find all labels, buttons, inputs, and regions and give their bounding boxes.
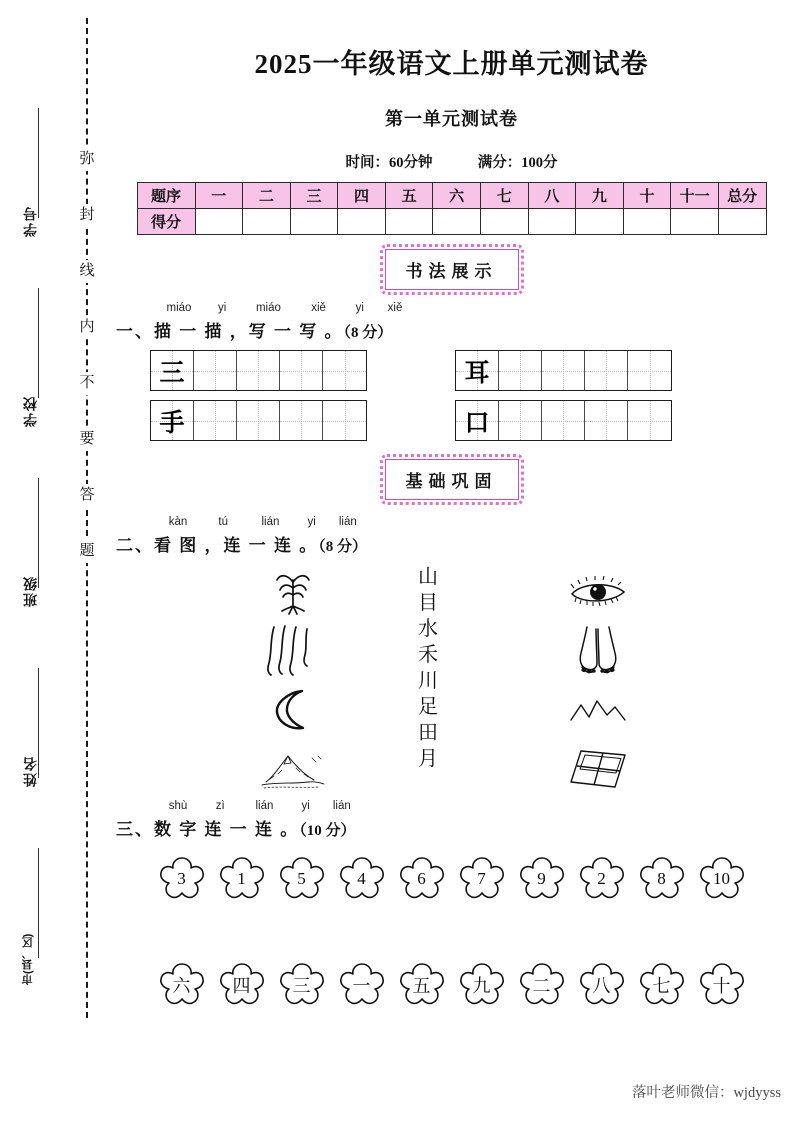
match-char-2[interactable]: 水 (418, 618, 438, 640)
matching-area[interactable] (110, 562, 793, 798)
picture-eye[interactable] (550, 562, 646, 621)
pinyin-3-4: lián (332, 800, 351, 812)
field-line-school (38, 288, 39, 398)
unit-title: 第一单元测试卷 (385, 109, 518, 129)
score-cell-5[interactable] (433, 209, 481, 235)
question-2-pinyin (158, 516, 793, 531)
score-cell-9[interactable] (623, 209, 671, 235)
seal-char-7: 题 (76, 540, 98, 563)
flower-number-bubble[interactable] (457, 854, 507, 904)
grid-spacer (367, 350, 455, 391)
number-label: 6 (417, 869, 426, 888)
question-2-text: 二、看 图 ，连 一 连 。 (116, 536, 319, 555)
table-row-header (137, 183, 766, 209)
number-label: 七 (652, 976, 671, 996)
col-header-0: 一 (195, 183, 243, 209)
number-label: 8 (657, 869, 666, 888)
grid-cell[interactable] (499, 351, 542, 390)
question-1-points: （8 分） (343, 325, 393, 341)
grid-cell-model (456, 401, 499, 440)
seal-char-2: 线 (76, 260, 98, 283)
match-char-7[interactable]: 月 (418, 748, 438, 770)
score-cell-8[interactable] (576, 209, 624, 235)
pinyin-1-2: miáo (255, 302, 281, 314)
matching-character-column (408, 564, 448, 772)
grid-cell[interactable] (628, 351, 671, 390)
seal-char-4: 不 (76, 372, 98, 395)
grid-cell[interactable] (323, 351, 366, 390)
number-label: 六 (172, 976, 191, 996)
flower-number-bubble[interactable] (337, 854, 387, 904)
score-cell-2[interactable] (290, 209, 338, 235)
grid-cell[interactable] (280, 401, 323, 440)
grid-cell-model (151, 401, 194, 440)
field-label-school: 学校 (22, 395, 38, 427)
pinyin-1-1: yi (218, 302, 227, 314)
writing-grid-san[interactable] (150, 350, 367, 391)
col-header-total: 总分 (718, 183, 766, 209)
flower-number-bubble[interactable] (577, 960, 627, 1010)
pinyin-1-0: miáo (166, 302, 192, 314)
col-header-5: 六 (433, 183, 481, 209)
number-label: 1 (237, 869, 246, 888)
number-label: 九 (472, 976, 491, 996)
flower-number-bubble[interactable] (517, 854, 567, 904)
paper-content (110, 0, 793, 1122)
picture-field-grid[interactable] (550, 739, 646, 798)
col-header-9: 十 (623, 183, 671, 209)
model-char-shou: 手 (159, 409, 185, 437)
grid-cell[interactable] (585, 401, 628, 440)
question-2-block (110, 516, 793, 556)
grid-cell-model (151, 351, 194, 390)
col-header-8: 九 (576, 183, 624, 209)
pinyin-1-4: yi (355, 302, 364, 314)
grid-cell[interactable] (237, 401, 280, 440)
grid-cell[interactable] (585, 351, 628, 390)
picture-flowing-water[interactable] (245, 621, 341, 680)
question-3-block (110, 800, 793, 840)
question-3-points: （10 分） (299, 823, 356, 839)
table-row-scores (137, 209, 766, 235)
writing-grid-row-2 (150, 400, 793, 441)
col-header-3: 四 (338, 183, 386, 209)
col-header-4: 五 (385, 183, 433, 209)
exam-meta (110, 151, 793, 172)
number-label: 4 (357, 869, 366, 888)
exam-time-label: 时间：60分钟 (345, 155, 433, 171)
flower-number-bubble[interactable] (697, 960, 747, 1010)
col-header-7: 八 (528, 183, 576, 209)
grid-cell[interactable] (237, 351, 280, 390)
picture-crescent-moon[interactable] (245, 680, 341, 739)
field-label-district: 市(县、区) (22, 933, 34, 985)
writing-grid-shou[interactable] (150, 400, 367, 441)
match-char-4[interactable]: 川 (418, 670, 438, 692)
grid-cell[interactable] (280, 351, 323, 390)
flower-number-bubble[interactable] (457, 960, 507, 1010)
score-cell-10[interactable] (671, 209, 719, 235)
left-margin-apparatus (0, 0, 110, 1122)
badge-calligraphy-wrap (110, 249, 793, 290)
number-label: 三 (292, 976, 311, 996)
flower-number-bubble[interactable] (397, 960, 447, 1010)
badge-foundation-wrap (110, 459, 793, 500)
writing-grid-er[interactable] (455, 350, 672, 391)
score-cell-3[interactable] (338, 209, 386, 235)
pinyin-2-0: kàn (168, 516, 188, 528)
number-label: 一 (352, 976, 371, 996)
grid-cell[interactable] (194, 351, 237, 390)
match-char-3[interactable]: 禾 (418, 644, 438, 666)
question-2-heading (116, 531, 793, 556)
question-3-text: 三、数 字 连 一 连 。 (116, 820, 300, 839)
field-label-class: 班级 (22, 575, 38, 607)
pinyin-1-5: xiě (387, 302, 403, 314)
flower-number-bubble[interactable] (397, 854, 447, 904)
flower-number-bubble[interactable] (577, 854, 627, 904)
score-cell-0[interactable] (195, 209, 243, 235)
col-header-2: 三 (290, 183, 338, 209)
picture-mountain-peaks[interactable] (550, 680, 646, 739)
pinyin-2-3: yi (307, 516, 316, 528)
grid-cell[interactable] (542, 401, 585, 440)
grid-cell[interactable] (628, 401, 671, 440)
col-header-1: 二 (243, 183, 291, 209)
col-header-10: 十一 (671, 183, 719, 209)
number-label: 八 (592, 976, 611, 996)
seal-char-5: 要 (76, 428, 98, 451)
number-label: 3 (177, 869, 186, 888)
score-cell-1[interactable] (243, 209, 291, 235)
section-badge-calligraphy (385, 249, 519, 290)
flower-number-bubble[interactable] (157, 854, 207, 904)
flower-number-bubble[interactable] (517, 960, 567, 1010)
flower-number-bubble[interactable] (217, 960, 267, 1010)
model-char-kou: 口 (464, 409, 490, 437)
question-2-points: （8 分） (318, 539, 368, 555)
model-char-er: 耳 (464, 359, 490, 387)
picture-mountain-landscape[interactable] (245, 739, 341, 798)
field-label-name: 姓名 (22, 755, 38, 787)
grid-cell[interactable] (194, 401, 237, 440)
grid-cell-model (456, 351, 499, 390)
seal-char-1: 封 (76, 204, 98, 227)
score-table (137, 182, 767, 235)
flower-number-bubble[interactable] (157, 960, 207, 1010)
flower-number-bubble[interactable] (337, 960, 387, 1010)
number-label: 7 (477, 869, 486, 888)
match-char-5[interactable]: 足 (418, 696, 438, 718)
picture-feet[interactable] (550, 621, 646, 680)
flower-number-bubble[interactable] (217, 854, 267, 904)
match-char-1[interactable]: 目 (418, 592, 438, 614)
flower-number-bubble[interactable] (697, 854, 747, 904)
question-1-pinyin (158, 302, 793, 317)
number-label: 五 (412, 976, 431, 996)
picture-grain-plant[interactable] (245, 562, 341, 621)
question-1-text: 一、描 一 描 ，写 一 写 。 (116, 322, 344, 341)
page-title: 2025一年级语文上册单元测试卷 (254, 49, 649, 79)
number-label: 十 (712, 976, 731, 996)
score-cell-total[interactable] (718, 209, 766, 235)
number-row-chinese (110, 960, 793, 1010)
pinyin-1-3: xiě (311, 302, 326, 314)
matching-right-pictures (550, 562, 646, 798)
number-label: 10 (713, 869, 730, 888)
flower-number-bubble[interactable] (637, 854, 687, 904)
seal-char-0: 弥 (76, 148, 98, 171)
grid-spacer (367, 400, 455, 441)
grid-cell[interactable] (542, 351, 585, 390)
seal-char-6: 答 (76, 484, 98, 507)
grid-cell[interactable] (323, 401, 366, 440)
number-label: 二 (532, 976, 551, 996)
exam-total-label: 满分：100分 (477, 155, 558, 171)
pinyin-2-1: tú (218, 516, 228, 528)
flower-number-bubble[interactable] (637, 960, 687, 1010)
flower-number-bubble[interactable] (277, 854, 327, 904)
badge-foundation-label: 基础巩固 (405, 472, 498, 491)
grid-cell[interactable] (499, 401, 542, 440)
pinyin-3-2: lián (255, 800, 274, 812)
writing-grid-row-1 (150, 350, 793, 391)
question-3-heading (116, 815, 793, 840)
pinyin-3-3: yi (301, 800, 310, 812)
number-row-arabic (110, 854, 793, 904)
pinyin-3-1: zì (215, 800, 225, 812)
question-1-heading (116, 317, 793, 342)
number-label: 2 (597, 869, 606, 888)
section-badge-foundation (385, 459, 519, 500)
score-cell-4[interactable] (385, 209, 433, 235)
writing-grid-kou[interactable] (455, 400, 672, 441)
seal-char-3: 内 (76, 316, 98, 339)
number-label: 5 (297, 869, 306, 888)
question-1-block (110, 302, 793, 342)
flower-number-bubble[interactable] (277, 960, 327, 1010)
row-label-question-order: 题序 (137, 183, 195, 209)
badge-calligraphy-label: 书法展示 (405, 262, 498, 281)
match-char-6[interactable]: 田 (418, 722, 438, 744)
pinyin-2-2: lián (261, 516, 280, 528)
footer-watermark: 落叶老师微信：wjdyyss (631, 1085, 781, 1101)
matching-left-pictures (245, 562, 341, 798)
pinyin-2-4: lián (338, 516, 357, 528)
col-header-6: 七 (480, 183, 528, 209)
number-label: 9 (537, 869, 546, 888)
score-cell-6[interactable] (480, 209, 528, 235)
score-cell-7[interactable] (528, 209, 576, 235)
model-char-san: 三 (159, 359, 185, 387)
match-char-0[interactable]: 山 (418, 566, 438, 588)
field-label-student-id: 学号 (22, 205, 38, 237)
pinyin-3-0: shù (168, 800, 188, 812)
question-3-pinyin (158, 800, 793, 815)
row-label-score: 得分 (137, 209, 195, 235)
number-label: 四 (232, 976, 251, 996)
